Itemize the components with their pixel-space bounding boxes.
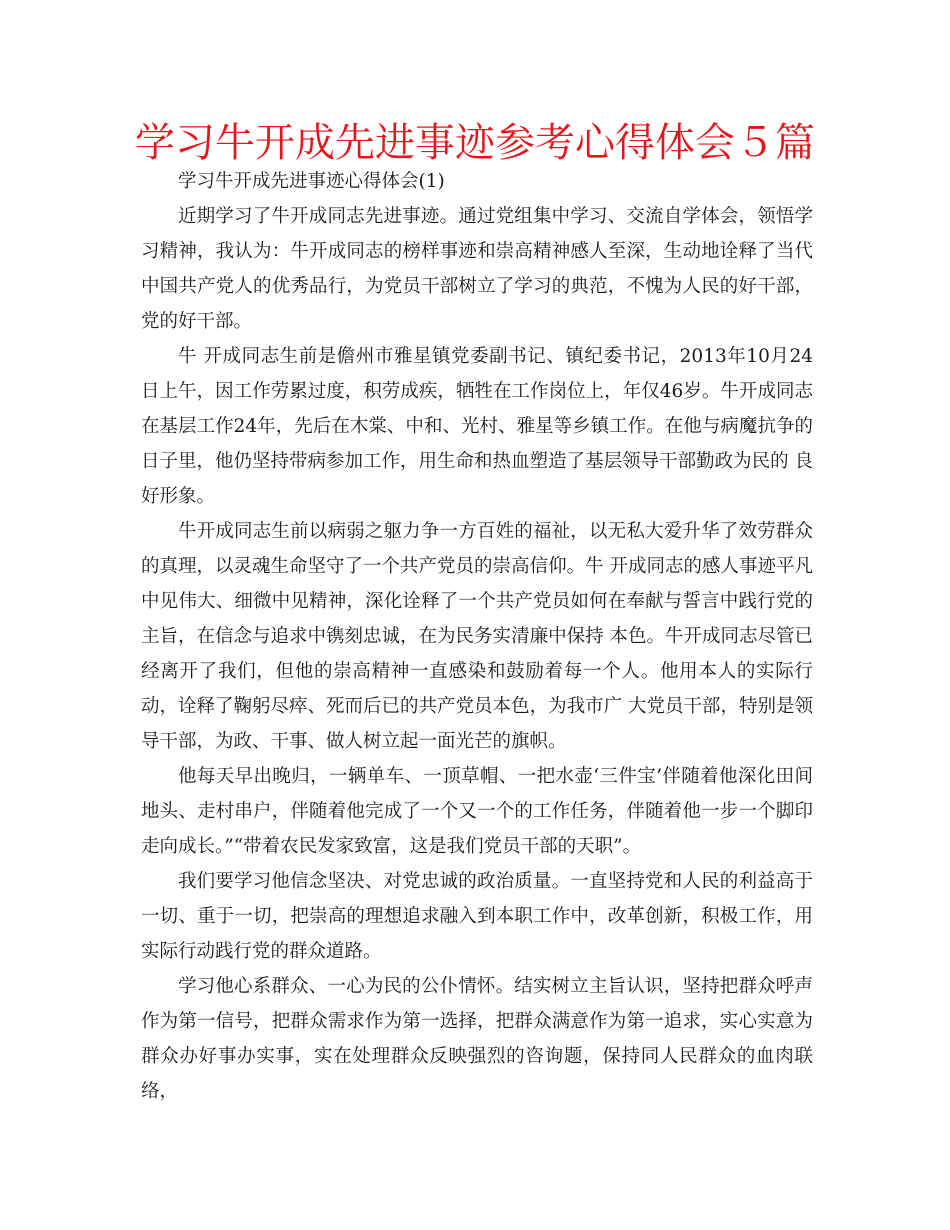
document-title: 学习牛开成先进事迹参考心得体会５篇 — [135, 120, 815, 166]
paragraph-2: 牛 开成同志生前是儋州市雅星镇党委副书记、镇纪委书记，2013年10月24日上午，因工作劳累过度，积劳成疾，牺牲在工作岗位上，年仅46岁。牛开成同志 在基层工作24年，先后在木棠、中和、光村、雅星等乡镇工作。在他与病魔抗争的日子里，他仍坚持带病参加工作，用生命和热血塑造了基层领导干部勤政为民的 良好形象。 — [141, 346, 813, 507]
paragraph-5: 我们要学习他信念坚决、对党忠诚的政治质量。一直坚持党和人民的利益高于一切、重于一切，把崇高的理想追求融入到本职工作中，改革创新，积极工作，用实际行动践行党的群众道路。 — [141, 871, 813, 962]
section-heading: 学习牛开成先进事迹心得体会(1) — [178, 171, 445, 192]
paragraph-4: 他每天早出晚归，一辆单车、一顶草帽、一把水壶‘三件宝’伴随着他深化田间地头、走村串户，伴随着他完成了一个又一个的工作任务，伴随着他一步一个脚印走向成长。”“带着农民发家致富，这是我们党员干部的天职”。 — [141, 766, 813, 857]
paragraph-3: 牛开成同志生前以病弱之躯力争一方百姓的福祉，以无私大爱升华了效劳群众的真理，以灵魂生命坚守了一个共产党员的崇高信仰。牛 开成同志的感人事迹平凡中见伟大、细微中见精神，深化诠释了一个共产党员如何在奉献与誓言中践行党的主旨，在信念与追求中镌刻忠诚，在为民务实清廉中保持 本色。牛开成同志尽管已经离开了我们，但他的崇高精神一直感染和鼓励着每一个人。他用本人的实际行动，诠释了鞠躬尽瘁、死而后已的共产党员本色，为我市广 大党员干部，特别是领导干部，为政、干事、做人树立起一面光芒的旗帜。 — [141, 521, 813, 752]
document-body — [141, 168, 813, 1109]
paragraph-6: 学习他心系群众、一心为民的公仆情怀。结实树立主旨认识，坚持把群众呼声作为第一信号，把群众需求作为第一选择，把群众满意作为第一追求，实心实意为群众办好事办实事，实在处理群众反映强烈的咨询题，保持同人民群众的血肉联络， — [141, 976, 813, 1102]
paragraph-1: 近期学习了牛开成同志先进事迹。通过党组集中学习、交流自学体会，领悟学习精神，我认为：牛开成同志的榜样事迹和崇高精神感人至深，生动地诠释了当代中国共产党人的优秀品行，为党员干部树立了学习的典范，不愧为人民的好干部，党的好干部。 — [141, 206, 813, 332]
